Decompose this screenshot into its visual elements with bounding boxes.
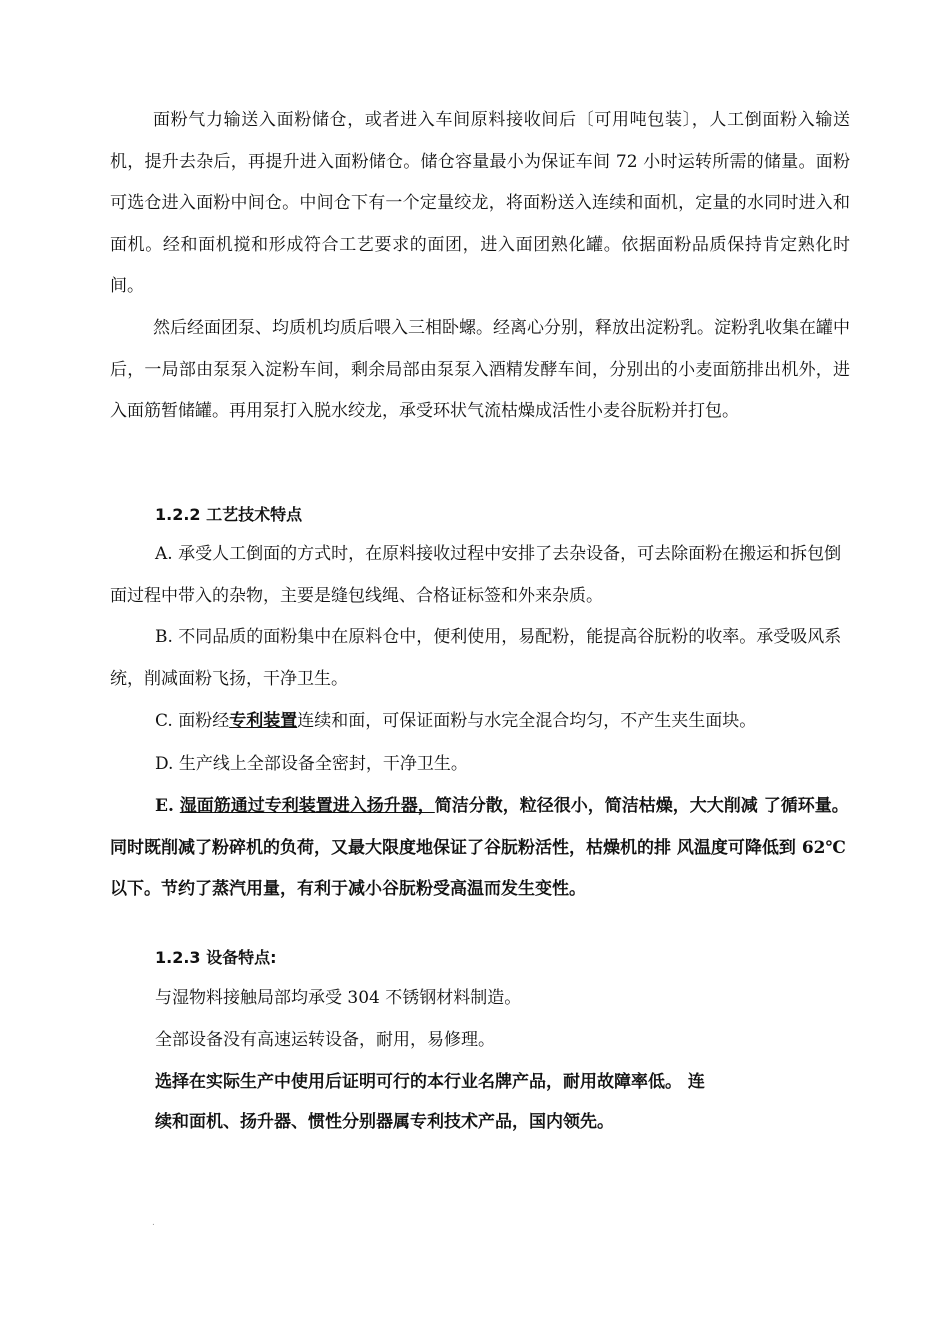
feature-item-e-underlined: 湿面筋通过专利装置进入扬升器， [179, 796, 435, 816]
paragraph-process-1: 面粉气力输送入面粉储仓，或者进入车间原料接收间后〔可用吨包装〕，人工倒面粉入输送机，提升去杂后，再提升进入面粉储仓。储仓容量最小为保证车间 72 小时运转所需的储量。面粉可选仓进入面粉中间仓。中间仓下有一个定量绞龙，将面粉送入连续和面机，定量的水同时进入和面机。经和面机搅和形成符合工艺要求的面团，进入面团熟化罐。依据面粉品质保持肯定熟化时间。 [110, 110, 850, 296]
feature-item-c-patent: 专利装置 [229, 711, 298, 731]
section-heading-1-2-2: 1.2.2 工艺技术特点 [155, 505, 303, 524]
equipment-line-2: 全部设备没有高速运转设备，耐用，易修理。 [155, 1030, 495, 1050]
page-mark: . [152, 1218, 155, 1228]
feature-item-e [110, 786, 850, 911]
feature-item-d: D. 生产线上全部设备全密封，干净卫生。 [155, 754, 468, 774]
feature-item-a: A. 承受人工倒面的方式时，在原料接收过程中安排了去杂设备，可去除面粉在搬运和拆包倒面过程中带入的杂物，主要是缝包线绳、合格证标签和外来杂质。 [110, 544, 842, 606]
section-heading-1-2-3: 1.2.3 设备特点: [155, 948, 277, 967]
paragraph-process-2: 然后经面团泵、均质机均质后喂入三相卧螺。经离心分别，释放出淀粉乳。淀粉乳收集在罐中后，一局部由泵泵入淀粉车间，剩余局部由泵泵入酒精发酵车间，分别出的小麦面筋排出机外，进入面筋暂储罐。再用泵打入脱水绞龙，承受环状气流枯燥成活性小麦谷朊粉并打包。 [110, 318, 850, 421]
feature-item-c [110, 701, 850, 743]
feature-item-e-text: 简洁分散，粒径很小，简洁枯燥，大大削减 了循环量。同时既削减了粉碎机的负荷，又最大限度地保证了谷朊粉活性，枯燥机的排 风温度可降低到 62℃以下。节约了蒸汽用量，有利于减小谷朊粉受高温而发生变性。 [110, 796, 849, 899]
feature-item-b: B. 不同品质的面粉集中在原料仓中，便利使用，易配粉，能提高谷朊粉的收率。承受吸风系统，削减面粉飞扬，干净卫生。 [110, 627, 842, 689]
equipment-line-1: 与湿物料接触局部均承受 304 不锈钢材料制造。 [155, 988, 522, 1008]
equipment-line-3a: 选择在实际生产中使用后证明可行的本行业名牌产品，耐用故障率低。 连 [155, 1072, 705, 1092]
feature-item-c-text: 连续和面，可保证面粉与水完全混合均匀，不产生夹生面块。 [297, 711, 757, 731]
equipment-line-3b: 续和面机、扬升器、惯性分别器属专利技术产品，国内领先。 [155, 1112, 614, 1132]
feature-item-e-prefix: E. [155, 796, 180, 816]
feature-item-c-prefix: C. 面粉经 [155, 711, 230, 731]
